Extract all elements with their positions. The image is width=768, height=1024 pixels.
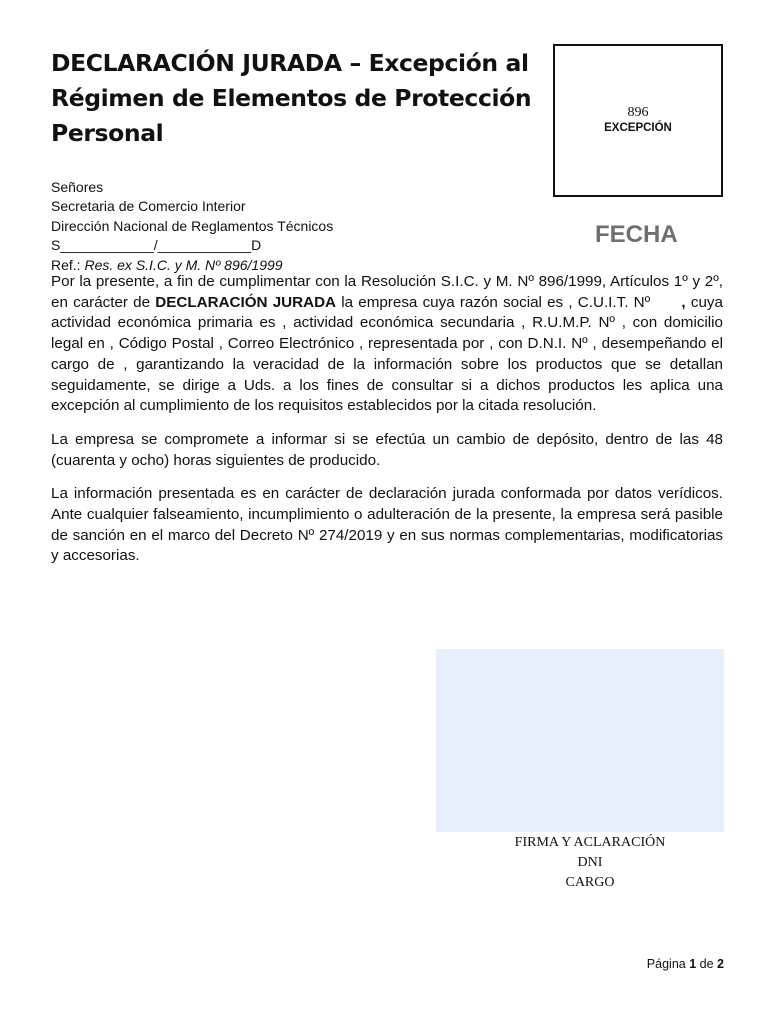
declaration-bold-term: DECLARACIÓN JURADA: [155, 293, 337, 311]
paragraph-1-part-c: cuya actividad económica primaria es , actividad económica secundaria , R.U.M.P. Nº , con domicilio legal en , Código Postal , Correo Electrónico , representada por , con D.N.I. Nº , desempeñando el cargo de , garantizando la veracidad de la información sobre los productos que se detallan seguidamente, se dirige a Uds. a los fines de consultar si a dichos productos les aplica una excepción al cumplimiento de los requisitos establecidos por la citada resolución.: [51, 293, 723, 415]
signature-label: FIRMA Y ACLARACIÓN: [514, 835, 666, 850]
cargo-label: CARGO: [565, 875, 615, 890]
declaration-paragraph-2: La empresa se compromete a informar si se efectúa un cambio de depósito, dentro de las 48 (cuarenta y ocho) horas siguientes de producido.: [51, 430, 723, 469]
addressee-block: [51, 178, 333, 275]
declaration-paragraph-3: La información presentada es en carácter de declaración jurada conformada por datos verídicos. Ante cualquier falseamiento, incumplimiento o adulteración de la presente, la empresa será pasible de sanción en el marco del Decreto Nº 274/2019 y en sus normas complementarias, modificatorias y accesorias.: [51, 485, 723, 565]
stamp-label: EXCEPCIÓN: [604, 122, 672, 134]
signature-labels: [436, 833, 744, 893]
date-field-label: FECHA: [595, 221, 678, 248]
addressee-line-1: Secretaria de Comercio Interior: [51, 198, 246, 215]
page-word: Página: [646, 957, 686, 971]
addressee-line-2: Dirección Nacional de Reglamentos Técnicos: [51, 217, 334, 234]
salutation: Señores: [51, 179, 104, 195]
signature-area[interactable]: [436, 649, 724, 832]
paragraph-1-part-b: la empresa cuya razón social es , C.U.I.T. Nº: [341, 293, 651, 311]
reference-value: Res. ex S.I.C. y M. Nº 896/1999: [84, 256, 283, 273]
total-pages: 2: [717, 957, 724, 971]
paragraph-1-part-a: Por la presente, a fin de cumplimentar con la Resolución S.I.C. y M. Nº 896/1999, Artículos 1º y 2º, en carácter de: [51, 273, 723, 311]
document-title: DECLARACIÓN JURADA – Excepción al Régimen de Elementos de Protección Personal: [51, 49, 532, 147]
page-counter: [647, 957, 724, 971]
declaration-body: [51, 272, 723, 580]
reference-label: Ref.:: [51, 256, 81, 273]
addressee-line-3: S____________/____________D: [51, 237, 262, 254]
declaration-paragraph-1: [51, 272, 723, 417]
of-word: de: [699, 957, 714, 971]
cuit-comma: ,: [681, 293, 686, 311]
current-page: 1: [689, 957, 697, 971]
resolution-stamp-box: [553, 44, 723, 197]
stamp-number: 896: [627, 105, 649, 120]
dni-label: DNI: [577, 855, 603, 870]
